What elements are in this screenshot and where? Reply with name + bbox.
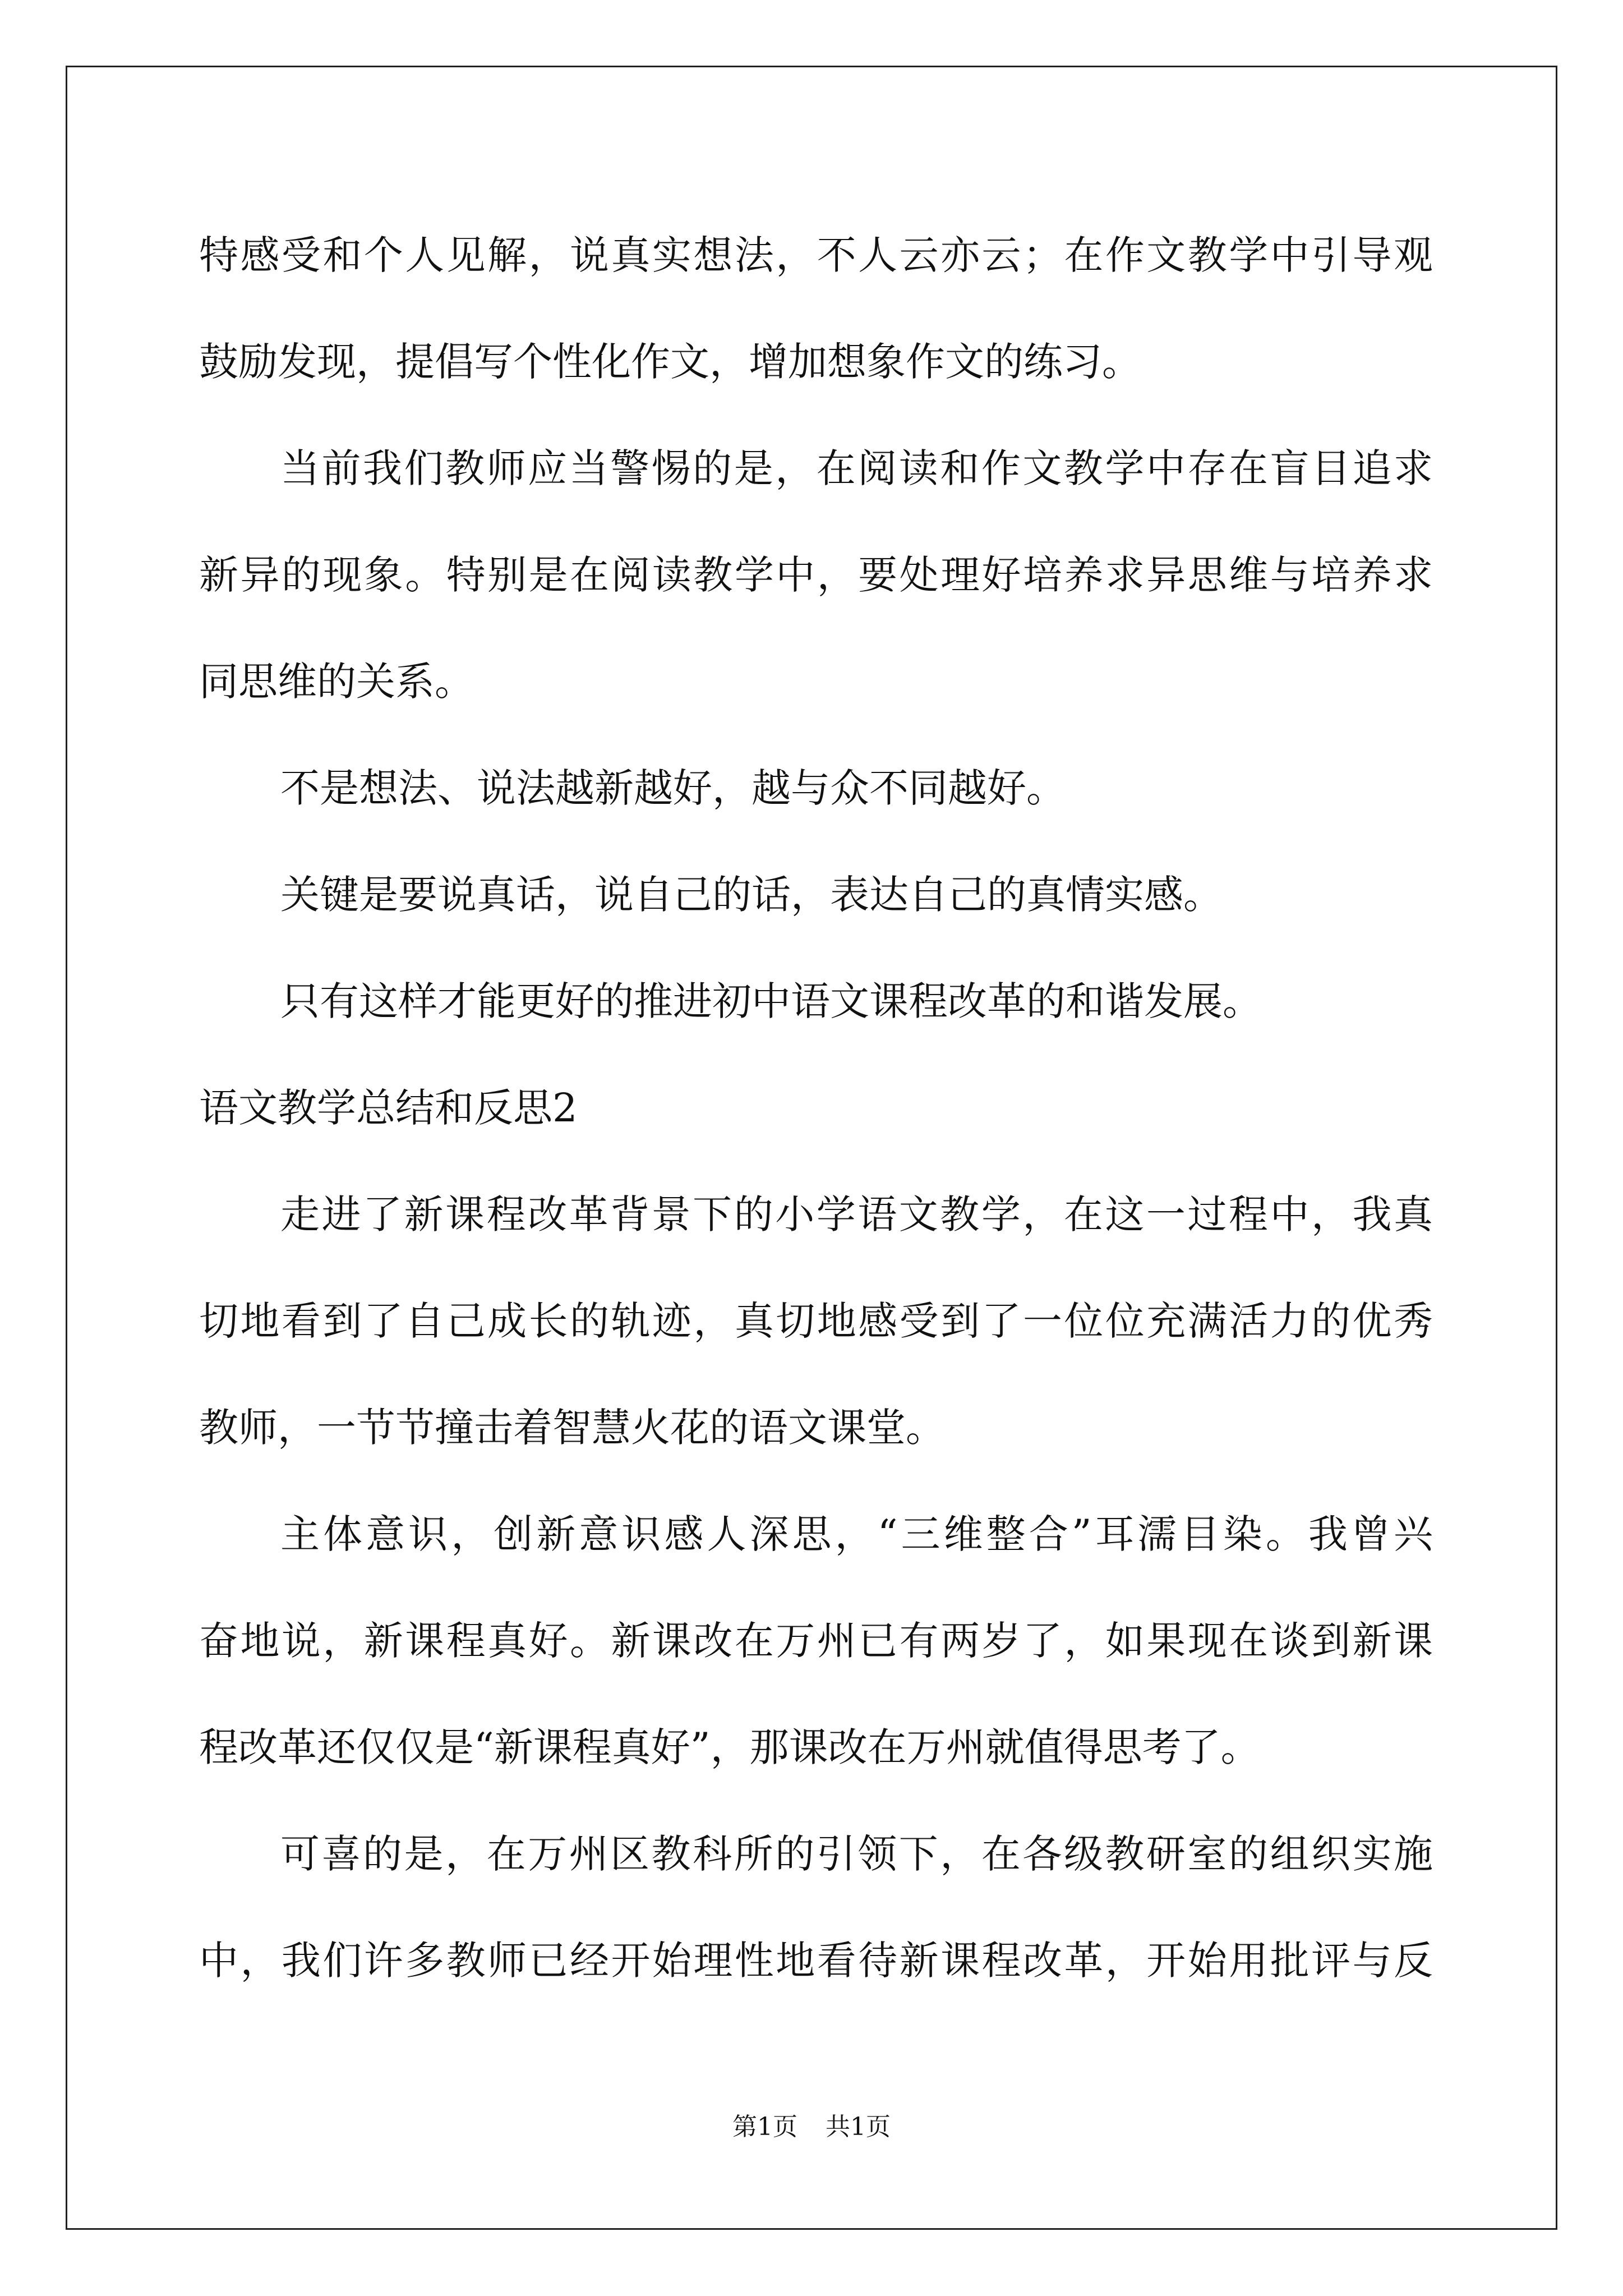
paragraph-line: 同思维的关系。 (199, 659, 474, 705)
paragraph-line: 程改革还仅仅是“新课程真好”，那课改在万州就值得思考了。 (199, 1724, 1260, 1770)
paragraph-line: 当前我们教师应当警惕的是，在阅读和作文教学中存在盲目追求 (280, 445, 1433, 491)
paragraph-line: 中，我们许多教师已经开始理性地看待新课程改革，开始用批评与反 (199, 1938, 1433, 1984)
paragraph-line: 不是想法、说法越新越好，越与众不同越好。 (280, 765, 1066, 811)
page-number: 第1页 (732, 2113, 797, 2141)
paragraph-line: 可喜的是，在万州区教科所的引领下，在各级教研室的组织实施 (280, 1831, 1433, 1877)
paragraph-line: 关键是要说真话，说自己的话，表达自己的真情实感。 (280, 872, 1223, 918)
paragraph-line: 教师，一节节撞击着智慧火花的语文课堂。 (199, 1405, 945, 1451)
paragraph-line: 奋地说，新课程真好。新课改在万州已有两岁了，如果现在谈到新课 (199, 1618, 1433, 1664)
section-heading: 语文教学总结和反思2 (199, 1085, 578, 1131)
document-body (199, 202, 1433, 2014)
paragraph-line: 只有这样才能更好的推进初中语文课程改革的和谐发展。 (280, 978, 1262, 1024)
paragraph-line: 特感受和个人见解，说真实想法，不人云亦云；在作文教学中引导观 (199, 232, 1433, 278)
paragraph-line: 鼓励发现，提倡写个性化作文，增加想象作文的练习。 (199, 339, 1141, 385)
paragraph-line: 新异的现象。特别是在阅读教学中，要处理好培养求异思维与培养求 (199, 552, 1433, 598)
paragraph-line: 主体意识，创新意识感人深思，“三维整合”耳濡目染。我曾兴 (280, 1511, 1433, 1557)
page-total: 共1页 (826, 2113, 891, 2141)
page-footer (0, 2106, 1623, 2142)
paragraph-line: 切地看到了自己成长的轨迹，真切地感受到了一位位充满活力的优秀 (199, 1298, 1433, 1344)
paragraph-line: 走进了新课程改革背景下的小学语文教学，在这一过程中，我真 (280, 1191, 1433, 1237)
